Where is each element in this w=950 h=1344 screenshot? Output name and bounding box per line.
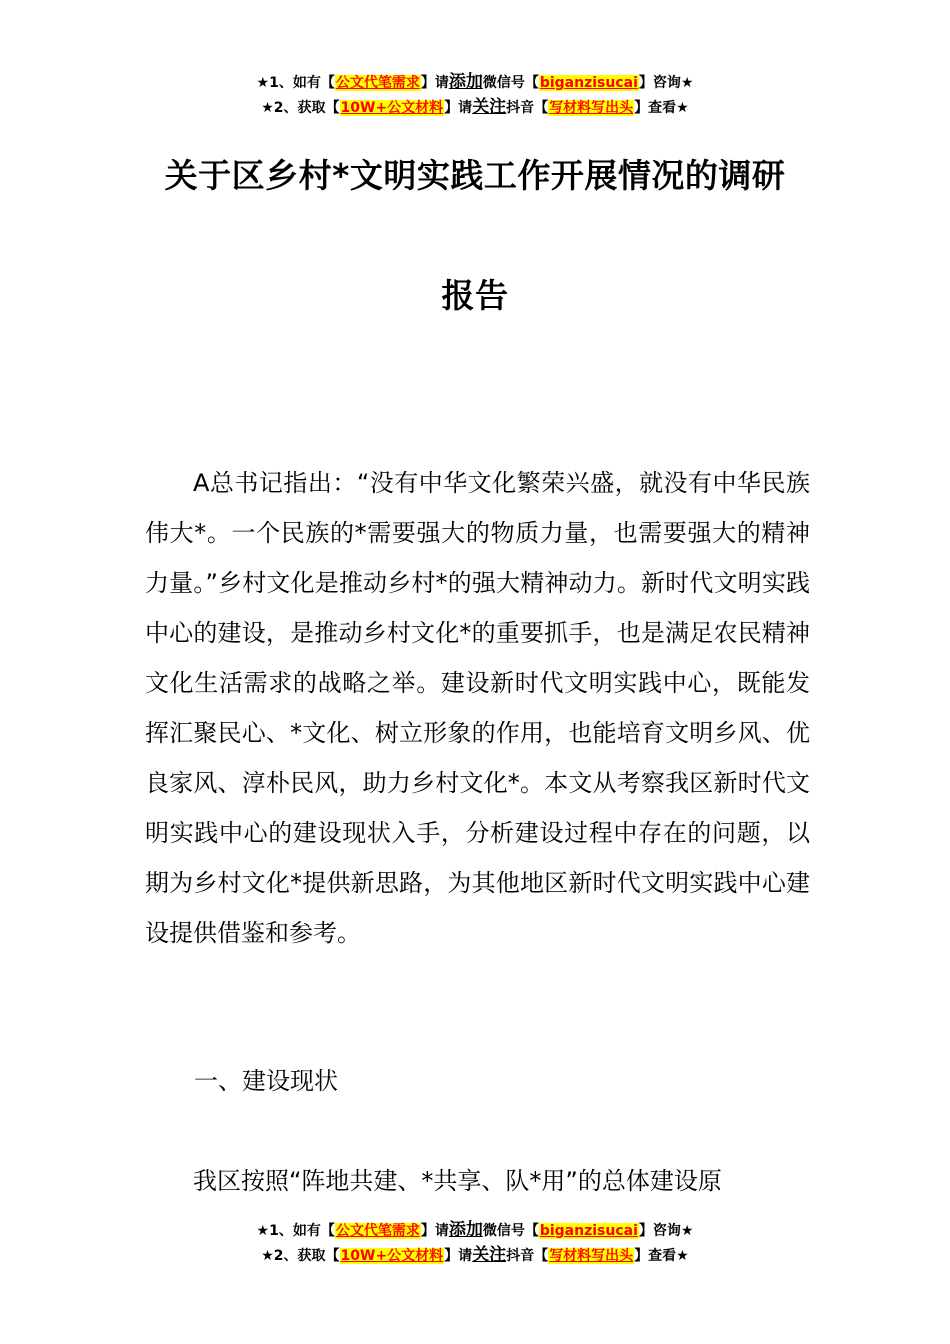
material-highlight: 10W+公文材料 [340, 100, 444, 116]
material-highlight: 10W+公文材料 [340, 1248, 444, 1264]
document-title-line-2: 报告 [441, 276, 509, 315]
header-banner [0, 70, 950, 120]
wechat-id-highlight: biganzisucai [539, 1223, 638, 1239]
body-paragraph-2: 我区按照“阵地共建、*共享、队*用”的总体建设原 [193, 1167, 722, 1195]
footer-banner [0, 1218, 950, 1268]
footer-banner-line-1: ★1、如有【公文代笔需求】请添加微信号【biganzisucai】咨询★ [256, 1220, 694, 1240]
service-highlight: 公文代笔需求 [335, 1223, 420, 1239]
banner-line-1: ★1、如有【公文代笔需求】请添加微信号【biganzisucai】咨询★ [256, 72, 694, 92]
body-paragraph-1: A总书记指出：“没有中华文化繁荣兴盛，就没有中华民族伟大*。一个民族的*需要强大的物质力量，也需要强大的精神力量。”乡村文化是推动乡村*的强大精神动力。新时代文明实践中心的建设，是推动乡村文化*的重要抓手，也是满足农民精神文化生活需求的战略之举。建设新时代文明实践中心，既能发挥汇聚民心、*文化、树立形象的作用，也能培育文明乡风、优良家风、淳朴民风，助力乡村文化*。本文从考察我区新时代文明实践中心的建设现状入手，分析建设过程中存在的问题，以期为乡村文化*提供新思路，为其他地区新时代文明实践中心建设提供借鉴和参考。 [145, 469, 810, 947]
section-heading-1: 一、建设现状 [194, 1067, 338, 1095]
douyin-highlight: 写材料写出头 [549, 1248, 634, 1264]
service-highlight: 公文代笔需求 [335, 75, 420, 91]
banner-line-2: ★2、获取【10W+公文材料】请关注抖音【写材料写出头】查看★ [261, 97, 689, 117]
wechat-id-highlight: biganzisucai [539, 75, 638, 91]
footer-banner-line-2: ★2、获取【10W+公文材料】请关注抖音【写材料写出头】查看★ [261, 1245, 689, 1265]
document-title-line-1: 关于区乡村*文明实践工作开展情况的调研 [164, 156, 786, 195]
douyin-highlight: 写材料写出头 [549, 100, 634, 116]
